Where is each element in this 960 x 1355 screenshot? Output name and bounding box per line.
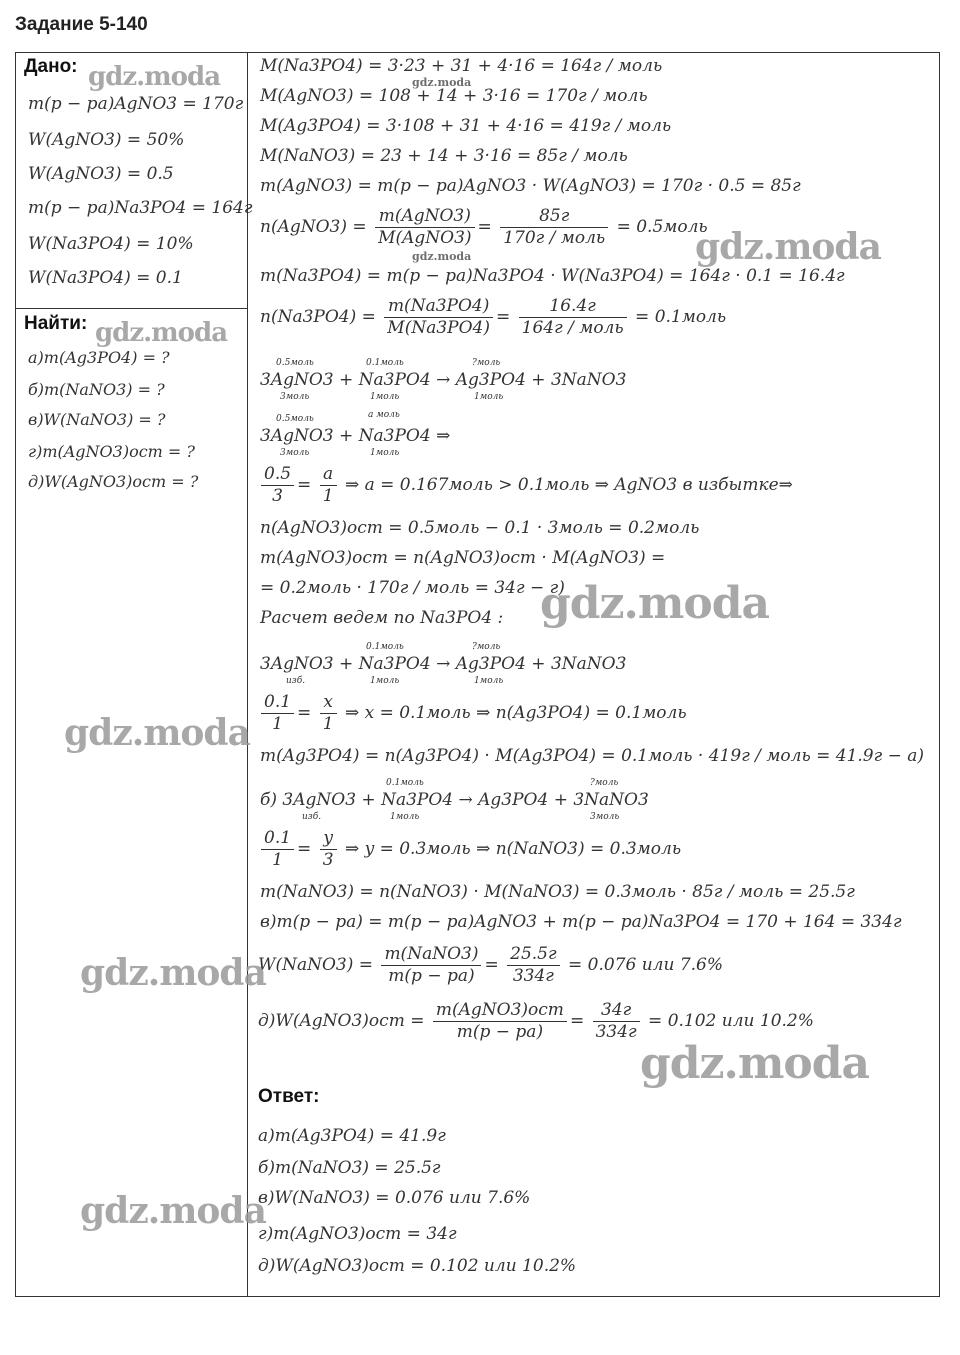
numerator: y: [320, 830, 337, 850]
equation-text: ⇒ y = 0.3моль ⇒ n(NaNO3) = 0.3моль: [344, 839, 682, 859]
fraction: [261, 694, 294, 733]
denominator: 3: [272, 486, 283, 506]
equation-text: n(AgNO3) =: [260, 217, 367, 237]
mole-annotation: 1моль: [370, 448, 400, 458]
numerator: 0.5: [261, 466, 294, 486]
fraction: [375, 208, 474, 247]
solution-line: m(Na3PO4) = m(р − ра)Na3PO4 · W(Na3PO4) = 164г · 0.1 = 16.4г: [260, 266, 845, 286]
numerator: 0.1: [261, 830, 294, 850]
equation-text: ⇒ x = 0.1моль ⇒ n(Ag3PO4) = 0.1моль: [344, 703, 687, 723]
watermark: gdz.moda: [540, 578, 770, 629]
mole-annotation: 3моль: [280, 448, 310, 458]
equation-text: д)W(AgNO3)ост =: [258, 1011, 425, 1031]
mole-annotation: 1моль: [390, 812, 420, 822]
solution-line: n(AgNO3)ост = 0.5моль − 0.1 · 3моль = 0.2моль: [260, 518, 700, 538]
find-item: а)m(Ag3PO4) = ?: [28, 348, 170, 367]
watermark: gdz.moda: [95, 318, 228, 348]
solution-line: Расчет ведем по Na3PO4 :: [260, 608, 504, 628]
watermark: gdz.moda: [695, 226, 881, 268]
mole-annotation: изб.: [286, 676, 306, 686]
given-item: W(Na3PO4) = 10%: [28, 234, 194, 254]
denominator: 1: [272, 714, 283, 734]
given-header: Дано:: [24, 56, 78, 77]
numerator: m(AgNO3)ост: [433, 1002, 567, 1022]
mole-annotation: 1моль: [474, 676, 504, 686]
watermark: gdz.moda: [640, 1038, 870, 1089]
numerator: m(Na3PO4): [384, 298, 493, 318]
mole-annotation: 0.1моль: [386, 778, 424, 788]
solution-line: [258, 694, 687, 733]
find-item: д)W(AgNO3)ост = ?: [28, 472, 199, 491]
given-item: W(AgNO3) = 50%: [28, 130, 185, 150]
numerator: 16.4г: [519, 298, 627, 318]
answer-header: Ответ:: [258, 1086, 320, 1107]
mole-annotation: 3моль: [280, 392, 310, 402]
solution-line: [258, 830, 681, 869]
mole-annotation: 0.1моль: [366, 642, 404, 652]
solution-line: m(NaNO3) = n(NaNO3) · M(NaNO3) = 0.3моль · 85г / моль = 25.5г: [260, 882, 855, 902]
equation-text: = 0.102 или 10.2%: [648, 1011, 814, 1031]
mole-annotation: 0.5моль: [276, 414, 314, 424]
watermark: gdz.moda: [80, 1190, 266, 1232]
solution-line: m(Ag3PO4) = n(Ag3PO4) · M(Ag3PO4) = 0.1моль · 419г / моль = 41.9г − а): [260, 746, 925, 766]
numerator: 34г: [593, 1002, 640, 1022]
numerator: x: [320, 694, 337, 714]
find-item: б)m(NaNO3) = ?: [28, 380, 165, 399]
fraction: [381, 946, 481, 985]
answer-item: г)m(AgNO3)ост = 34г: [258, 1224, 457, 1244]
denominator: M(Na3PO4): [387, 318, 490, 338]
solution-line: n(AgNO3) = $\frac{\text{m(AgNO3)}}{\text{M(AgNO3)}}$ = $\frac{85г}{\text{170г / моль}}$ = 0.5моль: [260, 206, 708, 248]
mole-annotation: a моль: [368, 410, 400, 420]
answer-item: б)m(NaNO3) = 25.5г: [258, 1158, 441, 1178]
solution-line: m(AgNO3) = m(р − ра)AgNO3 · W(AgNO3) = 170г · 0.5 = 85г: [260, 176, 801, 196]
numerator: a: [320, 466, 337, 486]
denominator: 164г / моль: [521, 318, 624, 338]
denominator: 170г / моль: [503, 228, 606, 248]
find-header: Найти:: [24, 313, 88, 334]
find-item: в)W(NaNO3) = ?: [28, 410, 166, 429]
solution-line: W(NaNO3) = $\frac{\text{m(NaNO3)}}{m(р - ра)}$ = $\frac{25.5г}{334г}$ = 0.076 или 7.6%: [258, 944, 724, 986]
fraction: [320, 830, 337, 869]
denominator: 1: [322, 486, 334, 506]
denominator: M(AgNO3): [378, 228, 472, 248]
reaction-equation: 3AgNO3 + Na3PO4 → Ag3PO4 + 3NaNO3: [260, 370, 627, 390]
solution-line: = 0.2моль · 170г / моль = 34г − г): [260, 578, 565, 598]
equation-text: = 0.5моль: [616, 217, 708, 237]
fraction: [519, 298, 627, 337]
mole-annotation: изб.: [302, 812, 322, 822]
fraction: [507, 946, 559, 985]
row-divider: [15, 308, 247, 309]
solution-line: [258, 466, 793, 505]
numerator: 0.1: [261, 694, 294, 714]
mole-annotation: 3моль: [590, 812, 620, 822]
mole-annotation: 0.1моль: [366, 358, 404, 368]
equation-text: ⇒ a = 0.167моль > 0.1моль ⇒ AgNO3 в избытке⇒: [344, 475, 793, 495]
denominator: 334г: [595, 1022, 637, 1042]
equation-text: =: [297, 703, 312, 723]
answer-item: в)W(NaNO3) = 0.076 или 7.6%: [258, 1188, 531, 1208]
numerator: 25.5г: [507, 946, 559, 966]
fraction: [384, 298, 493, 337]
denominator: m(р − ра): [388, 966, 475, 986]
watermark: gdz.moda: [412, 250, 472, 263]
given-item: W(Na3PO4) = 0.1: [28, 268, 183, 288]
solution-line: n(Na3PO4) = $\frac{m(Na3PO4)}{M(Na3PO4)}$ = $\frac{16.4г}{\text{164г / моль}}$ = 0.1моль: [260, 296, 727, 338]
fraction: [261, 830, 294, 869]
solution-line: M(Ag3PO4) = 3·108 + 31 + 4·16 = 419г / моль: [260, 116, 672, 136]
solution-line: в)m(р − ра) = m(р − ра)AgNO3 + m(р − ра)Na3PO4 = 170 + 164 = 334г: [260, 912, 902, 932]
fraction: [320, 694, 337, 733]
reaction-equation: 3AgNO3 + Na3PO4 → Ag3PO4 + 3NaNO3: [260, 654, 627, 674]
solution-line: m(AgNO3)ост = n(AgNO3)ост · M(AgNO3) =: [260, 548, 666, 568]
given-item: m(р − ра)AgNO3 = 170г: [28, 94, 244, 114]
page-title: Задание 5-140: [15, 14, 148, 35]
equation-text: = 0.1моль: [635, 307, 727, 327]
mole-annotation: 1моль: [474, 392, 504, 402]
numerator: m(NaNO3): [381, 946, 481, 966]
equation-text: W(NaNO3) =: [258, 955, 374, 975]
numerator: 85г: [500, 208, 608, 228]
mole-annotation: 1моль: [370, 392, 400, 402]
equation-text: =: [297, 839, 312, 859]
answer-item: а)m(Ag3PO4) = 41.9г: [258, 1126, 446, 1146]
answer-item: д)W(AgNO3)ост = 0.102 или 10.2%: [258, 1256, 577, 1276]
given-item: W(AgNO3) = 0.5: [28, 164, 174, 184]
denominator: m(р − ра): [456, 1022, 544, 1042]
reaction-equation: 3AgNO3 + Na3PO4 ⇒: [260, 426, 451, 446]
given-item: m(р − ра)Na3PO4 = 164г: [28, 198, 253, 218]
watermark: gdz.moda: [88, 62, 221, 92]
denominator: 1: [322, 714, 334, 734]
mole-annotation: ?моль: [472, 642, 501, 652]
denominator: 3: [322, 850, 334, 870]
denominator: 1: [272, 850, 283, 870]
find-item: г)m(AgNO3)ост = ?: [28, 442, 195, 461]
solution-line: M(AgNO3) = 108 + 14 + 3·16 = 170г / моль: [260, 86, 648, 106]
solution-line: M(Na3PO4) = 3·23 + 31 + 4·16 = 164г / моль: [260, 56, 663, 76]
mole-annotation: ?моль: [472, 358, 501, 368]
equation-text: =: [297, 475, 312, 495]
mole-annotation: 0.5моль: [276, 358, 314, 368]
watermark: gdz.moda: [412, 76, 472, 89]
column-divider: [247, 52, 248, 1297]
fraction: [593, 1002, 640, 1041]
watermark: gdz.moda: [80, 952, 266, 994]
equation-text: = 0.076 или 7.6%: [567, 955, 724, 975]
solution-line: д)W(AgNO3)ост = $\frac{\text{m(AgNO3)ост}}{m(р - ра)}$ = $\frac{34г}{334г}$ = 0.102 или 10.2%: [258, 1000, 814, 1042]
fraction: [433, 1002, 567, 1041]
mole-annotation: 1моль: [370, 676, 400, 686]
mole-annotation: ?моль: [590, 778, 619, 788]
solution-line: M(NaNO3) = 23 + 14 + 3·16 = 85г / моль: [260, 146, 628, 166]
numerator: m(AgNO3): [375, 208, 474, 228]
fraction: [320, 466, 337, 505]
fraction: [500, 208, 608, 247]
watermark: gdz.moda: [64, 712, 250, 754]
denominator: 334г: [512, 966, 554, 986]
equation-text: n(Na3PO4) =: [260, 307, 376, 327]
reaction-equation: б) 3AgNO3 + Na3PO4 → Ag3PO4 + 3NaNO3: [260, 790, 649, 810]
fraction: [261, 466, 294, 505]
